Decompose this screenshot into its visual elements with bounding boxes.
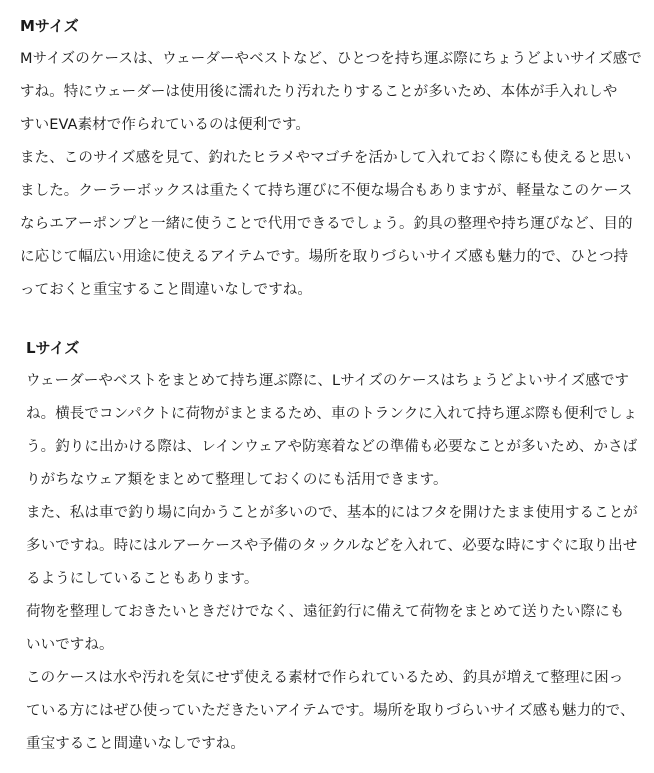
- section-heading: Mサイズ: [20, 17, 79, 35]
- text-line: 重宝すること間違いなしですね。: [26, 736, 245, 752]
- text-line: Mサイズのケースは、ウェーダーやベストなど、ひとつを持ち運ぶ際にちょうどよいサイズ感で: [20, 51, 642, 67]
- text-line: ました。クーラーボックスは重たくて持ち運びに不便な場合もありますが、軽量なこのケース: [20, 183, 633, 199]
- text-line: すね。特にウェーダーは使用後に濡れたり汚れたりすることが多いため、本体が手入れしや: [20, 84, 618, 100]
- text-line: ている方にはぜひ使っていただきたいアイテムです。場所を取りづらいサイズ感も魅力的で、: [26, 703, 635, 719]
- m-size-section: [20, 10, 642, 307]
- paragraph: [26, 596, 640, 662]
- paragraph: [20, 43, 642, 142]
- text-line: 荷物を整理しておきたいときだけでなく、遠征釣行に備えて荷物をまとめて送りたい際にも: [26, 604, 625, 620]
- section-heading: Lサイズ: [26, 339, 80, 357]
- l-size-section: [26, 332, 640, 761]
- text-line: すいEVA素材で作られているのは便利です。: [20, 117, 311, 133]
- text-line: また、私は車で釣り場に向かうことが多いので、基本的にはフタを開けたまま使用することが: [26, 505, 638, 521]
- text-line: ウェーダーやベストをまとめて持ち運ぶ際に、Lサイズのケースはちょうどよいサイズ感です: [26, 373, 630, 389]
- text-line: 多いですね。時にはルアーケースや予備のタックルなどを入れて、必要な時にすぐに取り出せ: [26, 538, 638, 554]
- paragraph: [26, 497, 640, 596]
- text-line: りがちなウェア類をまとめて整理しておくのにも活用できます。: [26, 472, 448, 488]
- paragraph: [20, 142, 638, 307]
- text-line: ならエアーポンプと一緒に使うことで代用できるでしょう。釣具の整理や持ち運びなど、目的: [20, 216, 633, 232]
- paragraph: [26, 662, 640, 761]
- text-line: また、このサイズ感を見て、釣れたヒラメやマゴチを活かして入れておく際にも使えると思い: [20, 150, 632, 166]
- text-line: う。釣りに出かける際は、レインウェアや防寒着などの準備も必要なことが多いため、かさば: [26, 439, 638, 455]
- text-line: に応じて幅広い用途に使えるアイテムです。場所を取りづらいサイズ感も魅力的で、ひとつ持: [20, 249, 629, 265]
- text-line: このケースは水や汚れを気にせず使える素材で作られているため、釣具が増えて整理に困っ: [26, 670, 624, 686]
- text-line: るようにしていることもあります。: [26, 571, 259, 587]
- paragraph: [26, 365, 640, 497]
- text-line: ね。横長でコンパクトに荷物がまとまるため、車のトランクに入れて持ち運ぶ際も便利でしょ: [26, 406, 638, 422]
- text-line: っておくと重宝すること間違いなしですね。: [20, 282, 312, 298]
- text-line: いいですね。: [26, 637, 114, 653]
